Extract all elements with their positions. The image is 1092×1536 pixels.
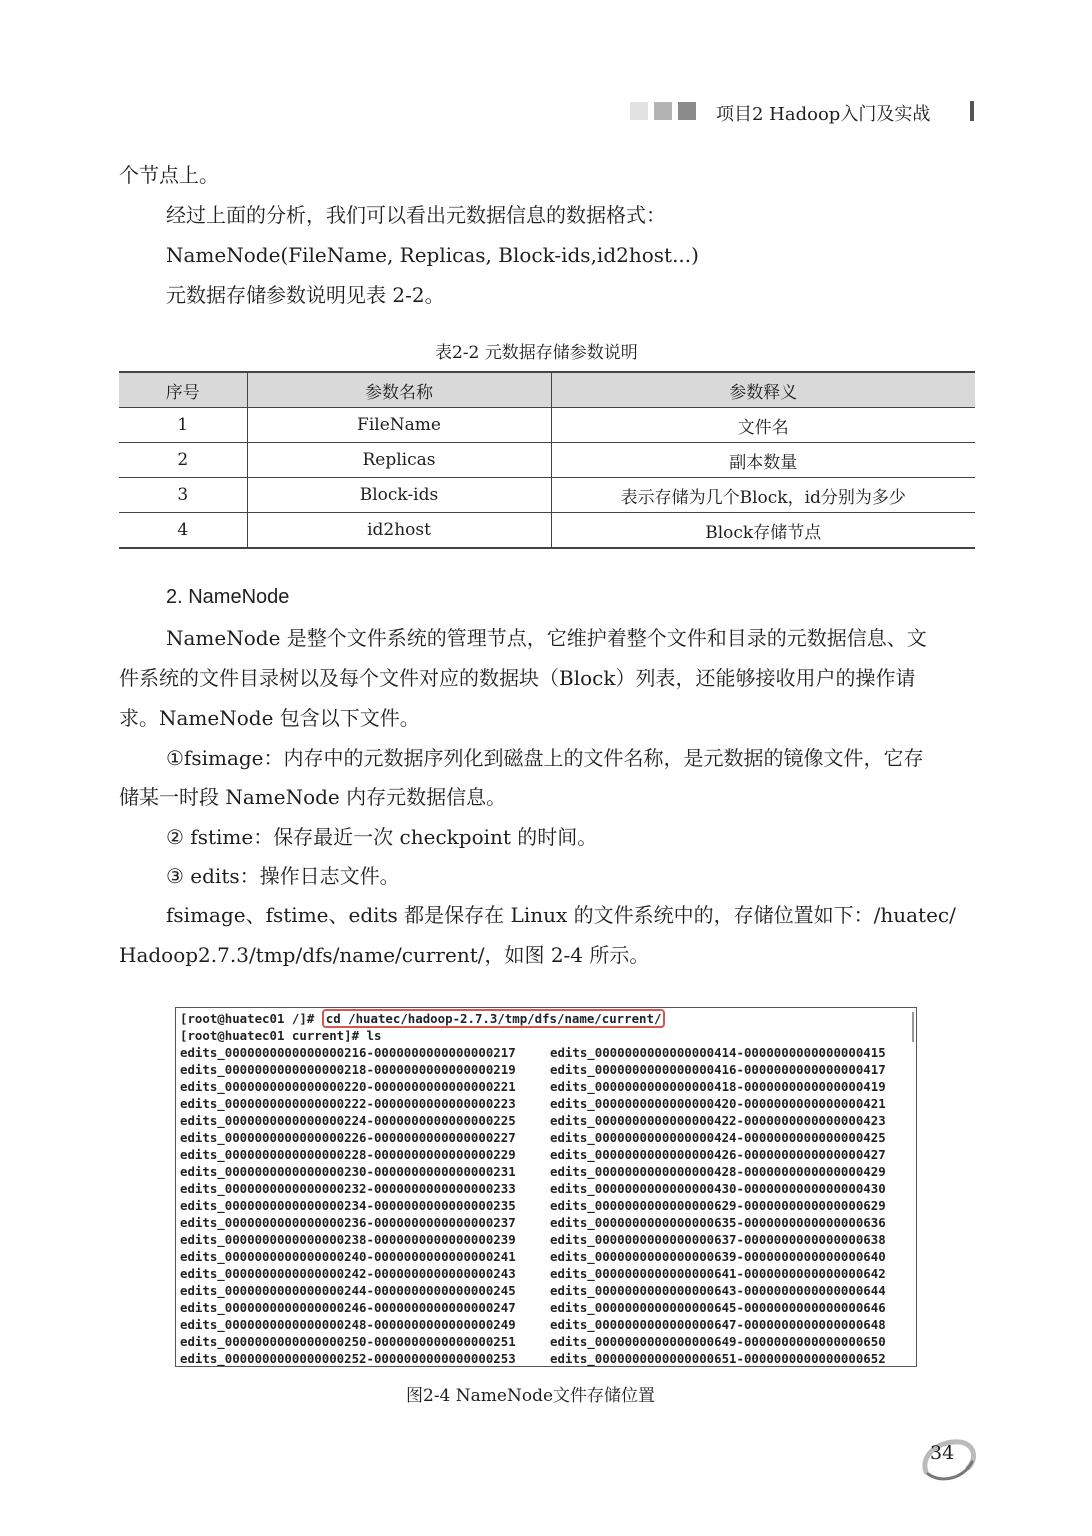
section-line: ③ edits：操作日志文件。 — [166, 864, 400, 888]
highlighted-command: cd /huatec/hadoop-2.7.3/tmp/dfs/name/current/ — [322, 1009, 666, 1028]
table-row — [119, 408, 975, 443]
terminal-file-entry: edits_0000000000000000426-0000000000000000427 — [550, 1147, 886, 1162]
terminal-file-entry: edits_0000000000000000422-0000000000000000423 — [550, 1113, 886, 1128]
terminal-file-entry: edits_0000000000000000242-0000000000000000243 — [180, 1266, 516, 1281]
running-header-title: 项目2 Hadoop入门及实战 — [716, 104, 931, 125]
terminal-command-line — [180, 1010, 665, 1027]
terminal-file-entry: edits_0000000000000000238-0000000000000000239 — [180, 1232, 516, 1247]
terminal-file-entry: edits_0000000000000000637-0000000000000000638 — [550, 1232, 886, 1247]
terminal-file-entry: edits_0000000000000000240-0000000000000000241 — [180, 1249, 516, 1264]
terminal-file-entry: edits_0000000000000000230-0000000000000000231 — [180, 1164, 516, 1179]
table-cell: 表示存储为几个Block，id分别为多少 — [551, 478, 975, 513]
section-line: NameNode 是整个文件系统的管理节点，它维护着整个文件和目录的元数据信息、文 — [166, 626, 927, 650]
table-cell: Replicas — [247, 443, 551, 478]
terminal-file-entry: edits_0000000000000000234-0000000000000000235 — [180, 1198, 516, 1213]
terminal-file-entry: edits_0000000000000000643-0000000000000000644 — [550, 1283, 886, 1298]
terminal-file-entry: edits_0000000000000000218-0000000000000000219 — [180, 1062, 516, 1077]
header-square-dark — [678, 102, 696, 120]
terminal-file-entry: edits_0000000000000000639-0000000000000000640 — [550, 1249, 886, 1264]
header-square-light — [630, 102, 648, 120]
table-row — [119, 443, 975, 478]
terminal-file-entry: edits_0000000000000000649-0000000000000000650 — [550, 1334, 886, 1349]
terminal-file-entry: edits_0000000000000000424-0000000000000000425 — [550, 1130, 886, 1145]
table-cell: 副本数量 — [551, 443, 975, 478]
section-line: Hadoop2.7.3/tmp/dfs/name/current/，如图 2-4 所示。 — [119, 943, 650, 967]
terminal-file-entry: edits_0000000000000000248-0000000000000000249 — [180, 1317, 516, 1332]
section-line: ①fsimage：内存中的元数据序列化到磁盘上的文件名称，是元数据的镜像文件，它存 — [166, 746, 924, 770]
terminal-file-entry: edits_0000000000000000418-0000000000000000419 — [550, 1079, 886, 1094]
table-caption: 表2-2 元数据存储参数说明 — [435, 343, 638, 363]
table-cell: 文件名 — [551, 408, 975, 443]
paragraph-table-ref: 元数据存储参数说明见表 2-2。 — [166, 283, 445, 307]
terminal-file-entry: edits_0000000000000000428-0000000000000000429 — [550, 1164, 886, 1179]
section-line: fsimage、fstime、edits 都是保存在 Linux 的文件系统中的，存储位置如下：/huatec/ — [166, 903, 956, 927]
section-heading: 2. NameNode — [166, 586, 290, 608]
paragraph-continuation: 个节点上。 — [119, 163, 219, 187]
terminal-file-entry: edits_0000000000000000222-0000000000000000223 — [180, 1096, 516, 1111]
table-header-row — [119, 372, 975, 408]
table-cell: 1 — [119, 408, 247, 443]
terminal-file-entry: edits_0000000000000000420-0000000000000000421 — [550, 1096, 886, 1111]
terminal-file-entry: edits_0000000000000000430-0000000000000000430 — [550, 1181, 886, 1196]
terminal-file-entry: edits_0000000000000000647-0000000000000000648 — [550, 1317, 886, 1332]
table-cell: 4 — [119, 513, 247, 549]
table-cell: 2 — [119, 443, 247, 478]
table-header-cell: 序号 — [119, 372, 247, 408]
paragraph-format: NameNode(FileName, Replicas, Block-ids,id2host...) — [166, 243, 699, 267]
terminal-file-entry: edits_0000000000000000635-0000000000000000636 — [550, 1215, 886, 1230]
table-cell: Block存储节点 — [551, 513, 975, 549]
table-cell: 3 — [119, 478, 247, 513]
terminal-file-entry: edits_0000000000000000216-0000000000000000217 — [180, 1045, 516, 1060]
section-line: ② fstime：保存最近一次 checkpoint 的时间。 — [166, 825, 598, 849]
terminal-file-entry: edits_0000000000000000228-0000000000000000229 — [180, 1147, 516, 1162]
header-square-mid — [654, 102, 672, 120]
terminal-file-entry: edits_0000000000000000244-0000000000000000245 — [180, 1283, 516, 1298]
terminal-file-entry: edits_0000000000000000232-0000000000000000233 — [180, 1181, 516, 1196]
table-header-cell: 参数释义 — [551, 372, 975, 408]
terminal-file-entry: edits_0000000000000000651-0000000000000000652 — [550, 1351, 886, 1366]
terminal-file-entry: edits_0000000000000000645-0000000000000000646 — [550, 1300, 886, 1315]
terminal-file-entry: edits_0000000000000000414-0000000000000000415 — [550, 1045, 886, 1060]
table-cell: Block-ids — [247, 478, 551, 513]
page-number: 34 — [930, 1442, 955, 1464]
terminal-file-entry: edits_0000000000000000226-0000000000000000227 — [180, 1130, 516, 1145]
terminal-file-entry: edits_0000000000000000224-0000000000000000225 — [180, 1113, 516, 1128]
terminal-screenshot — [175, 1007, 917, 1367]
terminal-ls-line: [root@huatec01 current]# ls — [180, 1028, 382, 1043]
terminal-file-entry: edits_0000000000000000246-0000000000000000247 — [180, 1300, 516, 1315]
table-row — [119, 478, 975, 513]
table-row — [119, 513, 975, 549]
paragraph-analysis: 经过上面的分析，我们可以看出元数据信息的数据格式： — [166, 203, 666, 227]
header-bar — [970, 101, 974, 121]
section-line: 求。NameNode 包含以下文件。 — [119, 706, 420, 730]
terminal-file-entry: edits_0000000000000000236-0000000000000000237 — [180, 1215, 516, 1230]
terminal-scrollbar — [912, 1012, 914, 1042]
terminal-prompt: [root@huatec01 /]# — [180, 1011, 322, 1026]
terminal-file-entry: edits_0000000000000000629-0000000000000000629 — [550, 1198, 886, 1213]
section-line: 件系统的文件目录树以及每个文件对应的数据块（Block）列表，还能够接收用户的操作请 — [119, 666, 916, 690]
terminal-file-entry: edits_0000000000000000641-0000000000000000642 — [550, 1266, 886, 1281]
table-cell: id2host — [247, 513, 551, 549]
terminal-file-entry: edits_0000000000000000250-0000000000000000251 — [180, 1334, 516, 1349]
table-cell: FileName — [247, 408, 551, 443]
terminal-file-entry: edits_0000000000000000252-0000000000000000253 — [180, 1351, 516, 1366]
metadata-params-table — [119, 371, 975, 549]
terminal-file-entry: edits_0000000000000000416-0000000000000000417 — [550, 1062, 886, 1077]
terminal-file-entry: edits_0000000000000000220-0000000000000000221 — [180, 1079, 516, 1094]
section-line: 储某一时段 NameNode 内存元数据信息。 — [119, 785, 507, 809]
figure-caption: 图2-4 NameNode文件存储位置 — [406, 1386, 656, 1406]
table-header-cell: 参数名称 — [247, 372, 551, 408]
